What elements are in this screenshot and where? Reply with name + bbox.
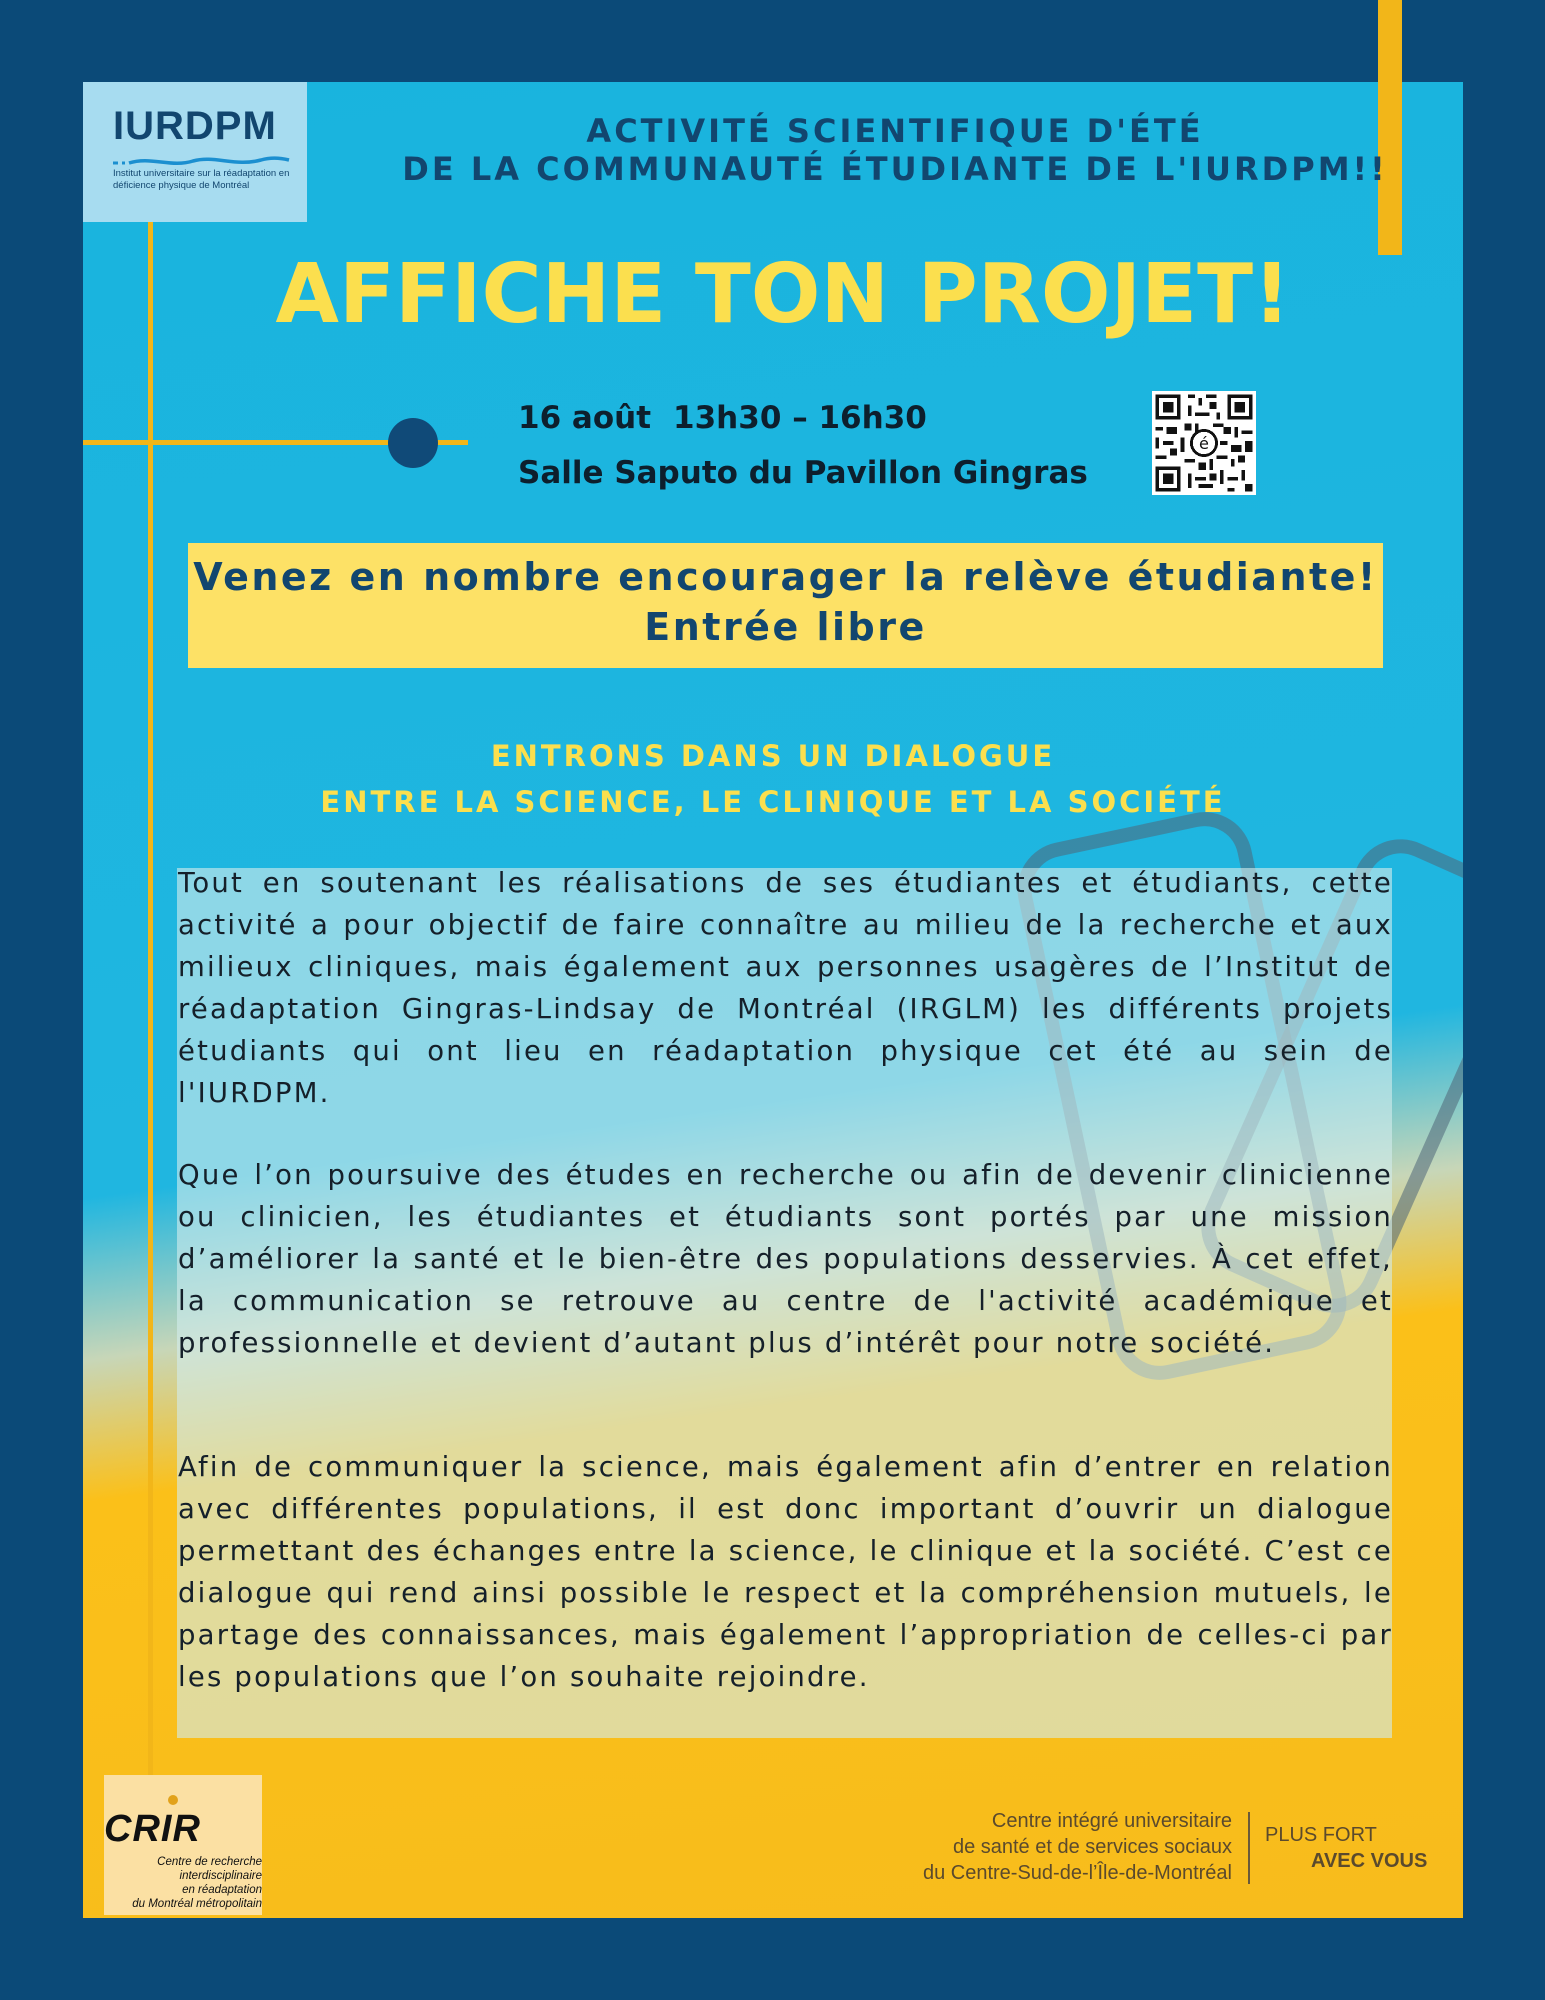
crir-sub-line: en réadaptation [182, 1884, 262, 1896]
banner-line-1: Venez en nombre encourager la relève étudiante! [193, 555, 1378, 599]
ciusss-line: du Centre-Sud-de-l’Île-de-Montréal [922, 1862, 1232, 1884]
banner-line-2: Entrée libre [644, 605, 927, 649]
crir-sub-line: Centre de recherche [157, 1856, 262, 1868]
slogan [1265, 1822, 1427, 1874]
event-date: 16 août [518, 400, 652, 436]
ciusss-line: de santé et de services sociaux [952, 1836, 1232, 1858]
subtitle-line-1: ENTRONS DANS UN DIALOGUE [490, 739, 1056, 773]
slogan-line-2: AVEC VOUS [1311, 1850, 1428, 1872]
crir-logo-dot [168, 1795, 178, 1805]
ciusss-line: Centre intégré universitaire [991, 1810, 1232, 1832]
logo-word: IURDPM [113, 104, 277, 148]
logo-subtitle: Institut universitaire sur la réadaptation en déficience physique de Montréal [113, 168, 290, 191]
footer-divider [1248, 1812, 1250, 1884]
svg-text:é: é [1199, 434, 1209, 454]
poster-title: AFFICHE TON PROJET! [275, 247, 1291, 342]
body-paragraph-1: Tout en soutenant les réalisations de ses étudiantes et étudiants, cette activité a pour objectif de faire connaître au milieu de la recherche et aux milieux cliniques, mais également aux personnes usagères de l’Institut de réadaptation Gingras-Lindsay de Montréal (IRGLM) les différents projets étudiants qui ont lieu en réadaptation physique cet été au sein de l'IURDPM. [178, 867, 1393, 1109]
event-datetime [518, 400, 949, 436]
header-line-1: ACTIVITÉ SCIENTIFIQUE D'ÉTÉ [586, 112, 1204, 150]
crir-logo-word: CRIR [104, 1808, 201, 1850]
crir-logo-subtitle [104, 1855, 262, 1911]
header-line-2: DE LA COMMUNAUTÉ ÉTUDIANTE DE L'IURDPM!! [402, 150, 1388, 188]
qr-code-icon[interactable] [1152, 391, 1256, 495]
event-venue: Salle Saputo du Pavillon Gingras [518, 455, 1088, 491]
event-time: 13h30 – 16h30 [673, 400, 927, 436]
crir-sub-line: du Montréal métropolitain [132, 1898, 262, 1910]
iurdpm-wave-icon [111, 154, 291, 168]
body-paragraph-3: Afin de communiquer la science, mais également afin d’entrer en relation avec différentes populations, il est donc important d’ouvrir un dialogue permettant des échanges entre la science, le clinique et la société. C’est ce dialogue qui rend ainsi possible le respect et la compréhension mutuels, le partage des connaissances, mais également l’appropriation de celles-ci par les populations que l’on souhaite rejoindre. [178, 1451, 1393, 1693]
slogan-line-1: PLUS FORT [1265, 1824, 1377, 1846]
invitation-banner [188, 543, 1383, 668]
section-subtitle [83, 733, 1463, 825]
event-header [320, 112, 1470, 188]
subtitle-line-2: ENTRE LA SCIENCE, LE CLINIQUE ET LA SOCIÉTÉ [320, 785, 1226, 819]
accent-vertical-line [148, 222, 153, 1782]
crir-sub-line: interdisciplinaire [179, 1870, 262, 1882]
accent-dot [388, 418, 438, 468]
iurdpm-logo [83, 82, 307, 222]
body-paragraph-2: Que l’on poursuive des études en recherche ou afin de devenir clinicienne ou clinicien, les étudiantes et étudiants sont portés par une mission d’améliorer la santé et le bien-être des populations desservies. À cet effet, la communication se retrouve au centre de l'activité académique et professionnelle et devient d’autant plus d’intérêt pour notre société. [178, 1159, 1393, 1359]
crir-logo [104, 1775, 262, 1915]
ciusss-logo-text [780, 1808, 1232, 1886]
